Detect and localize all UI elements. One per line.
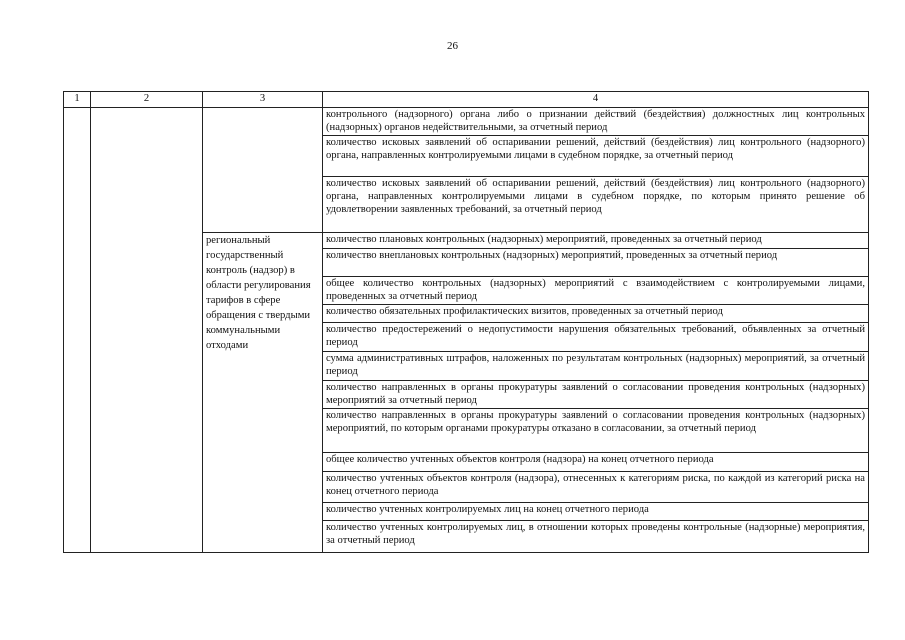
page-number: 26 <box>447 40 458 52</box>
indicator-text: количество учтенных объектов контроля (надзора), отнесенных к категориям риска, по каждой из категорий риска на конец отчетного периода <box>326 473 865 497</box>
indicator-cell <box>323 136 869 177</box>
column-header-3: 3 <box>203 92 323 108</box>
indicator-cell <box>323 521 869 553</box>
indicator-cell <box>323 177 869 233</box>
column-2-cell <box>91 108 203 553</box>
indicator-cell <box>323 277 869 305</box>
indicator-text: количество направленных в органы прокуратуры заявлений о согласовании проведения контрольных (надзорных) мероприятий за отчетный период <box>326 382 865 406</box>
indicator-text: количество обязательных профилактических визитов, проведенных за отчетный период <box>326 306 723 317</box>
indicator-text: количество направленных в органы прокуратуры заявлений о согласовании проведения контрольных (надзорных) мероприятий, по которым органами прокуратуры отказано в согласовании, за отчетный период <box>326 410 865 434</box>
table-row <box>64 108 869 136</box>
column-1-cell <box>64 108 91 553</box>
indicator-text: количество исковых заявлений об оспаривании решений, действий (бездействия) лиц контрольного (надзорного) органа, направленных контролируемыми лицами в судебном порядке, за отчетный период <box>326 137 865 161</box>
indicator-cell <box>323 453 869 472</box>
indicator-cell <box>323 249 869 277</box>
indicator-text: количество исковых заявлений об оспаривании решений, действий (бездействия) лиц контрольного (надзорного) органа, направленных контролируемыми лицами в судебном порядке, по которым принято решение об удовлетворении заявленных требований, за отчетный период <box>326 178 865 215</box>
indicator-cell <box>323 233 869 249</box>
indicator-cell <box>323 108 869 136</box>
indicator-text: количество учтенных контролируемых лиц, в отношении которых проведены контрольные (надзорные) мероприятия, за отчетный период <box>326 522 865 546</box>
indicator-cell <box>323 503 869 521</box>
indicator-text: количество предостережений о недопустимости нарушения обязательных требований, объявленных за отчетный период <box>326 324 865 348</box>
indicator-cell <box>323 352 869 381</box>
indicator-text: сумма административных штрафов, наложенных по результатам контрольных (надзорных) мероприятий, за отчетный период <box>326 353 865 377</box>
indicator-text: количество плановых контрольных (надзорных) мероприятий, проведенных за отчетный период <box>326 234 762 245</box>
column-header-4: 4 <box>323 92 869 108</box>
indicator-cell <box>323 381 869 409</box>
column-header-1: 1 <box>64 92 91 108</box>
control-type-cell: региональный государственный контроль (надзор) в области регулирования тарифов в сфере обращения с твердыми коммунальными отходами <box>203 233 323 553</box>
indicator-cell <box>323 323 869 352</box>
indicator-table <box>63 91 869 553</box>
indicator-cell <box>323 409 869 453</box>
column-header-2: 2 <box>91 92 203 108</box>
indicator-text: общее количество учтенных объектов контроля (надзора) на конец отчетного периода <box>326 454 714 465</box>
indicator-text: общее количество контрольных (надзорных) мероприятий с взаимодействием с контролируемыми лицами, проведенных за отчетный период <box>326 278 865 302</box>
indicator-text: количество учтенных контролируемых лиц на конец отчетного периода <box>326 504 649 515</box>
indicator-cell <box>323 472 869 503</box>
indicator-text: количество внеплановых контрольных (надзорных) мероприятий, проведенных за отчетный период <box>326 250 778 261</box>
table-header-row <box>64 92 869 108</box>
column-3-empty-cell <box>203 108 323 233</box>
indicator-cell <box>323 305 869 323</box>
indicator-text: контрольного (надзорного) органа либо о признании действий (бездействия) должностных лиц контрольных (надзорных) органов недействительными, за отчетный период <box>326 109 865 133</box>
